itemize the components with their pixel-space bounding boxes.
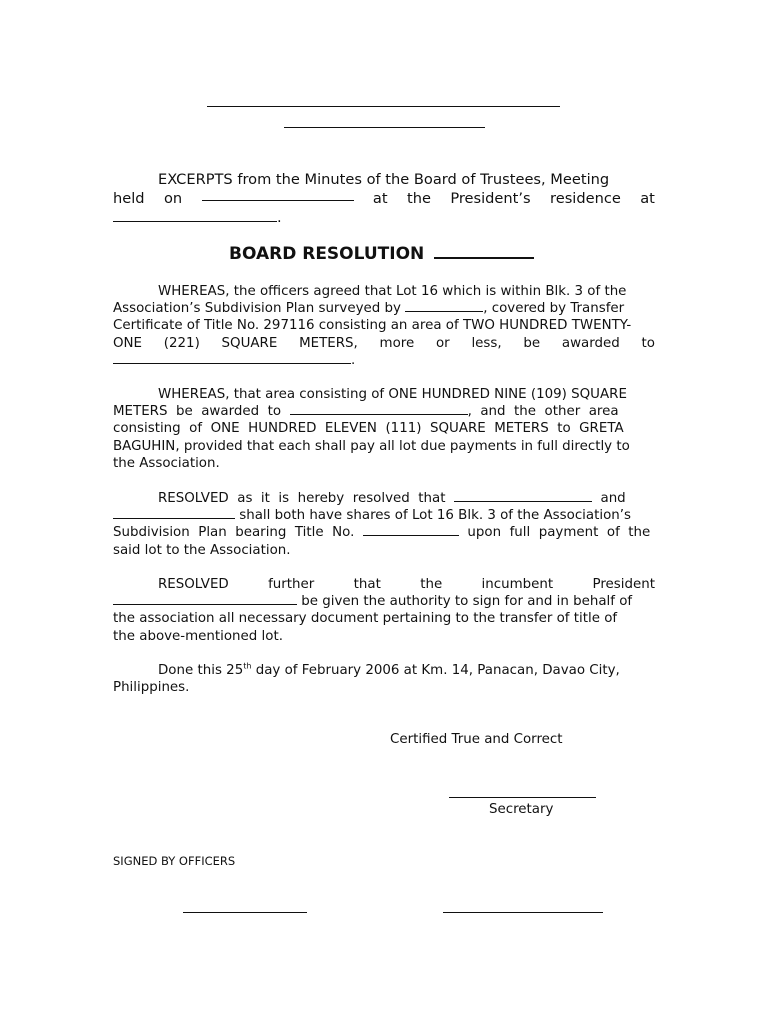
whereas1-line-4: ONE (221) SQUARE METERS, more or less, be awarded to xyxy=(113,335,655,351)
header-blank-line-2 xyxy=(284,127,485,128)
first-awardee-blank xyxy=(290,403,468,415)
minutes-excerpt-paragraph xyxy=(113,170,655,227)
shareholder-1-blank xyxy=(454,490,592,502)
title-number-blank xyxy=(363,524,459,536)
minutes-excerpt-line-3: . xyxy=(113,208,655,227)
secretary-label: Secretary xyxy=(489,802,554,817)
whereas-paragraph-2: WHEREAS, that area consisting of ONE HUNDRED NINE (109) SQUARE METERS be awarded to , and the other area consisting of ONE HUNDRED ELEVEN (111) SQUARE METERS to GRETA BAGUHIN, provided that each shall pay all lot due payments in full directly to the Association. xyxy=(113,387,630,471)
minutes-excerpt-line-2: held on at the President’s residence at xyxy=(113,190,655,207)
title-label: BOARD RESOLUTION xyxy=(229,244,425,264)
meeting-date-blank xyxy=(202,189,354,201)
minutes-excerpt-line-1: EXCERPTS from the Minutes of the Board of Trustees, Meeting xyxy=(158,171,610,188)
officer-signature-line-2 xyxy=(443,912,603,913)
signed-by-officers-label: SIGNED BY OFFICERS xyxy=(113,854,236,868)
residence-blank xyxy=(113,210,277,222)
surveyor-blank xyxy=(405,300,483,312)
document-title xyxy=(229,244,534,264)
officer-signature-line-1 xyxy=(183,912,307,913)
secretary-signature-line xyxy=(449,797,596,798)
resolved-paragraph-1: RESOLVED as it is hereby resolved that and shall both have shares of Lot 16 Blk. 3 of the Association’s Subdivision Plan bearing Title No. upon full payment of the said lot to the Association. xyxy=(113,491,651,558)
resolved2-line-1: RESOLVED further that the incumbent President xyxy=(158,577,655,592)
whereas-paragraph-1: WHEREAS, the officers agreed that Lot 16 which is within Blk. 3 of the Association’s Subdivision Plan surveyed by , covered by Transfer Certificate of Title No. 297116 consisting an area of TWO HUNDRED TWENTY- ONE (221) SQUARE METERS, more or less, be awarded to . xyxy=(113,284,655,368)
shareholder-2-blank xyxy=(113,507,235,519)
resolved-paragraph-2: RESOLVED further that the incumbent President be given the authority to sign for and in behalf of the association all necessary document pertaining to the transfer of title of the above-mentioned lot. xyxy=(113,577,655,644)
awardee-blank xyxy=(113,352,351,364)
header-blank-line-1 xyxy=(207,106,560,107)
president-name-blank xyxy=(113,593,297,605)
resolution-number-blank xyxy=(434,244,534,259)
done-paragraph: Done this 25th day of February 2006 at Km. 14, Panacan, Davao City, Philippines. xyxy=(113,661,620,696)
certified-label: Certified True and Correct xyxy=(390,732,563,747)
